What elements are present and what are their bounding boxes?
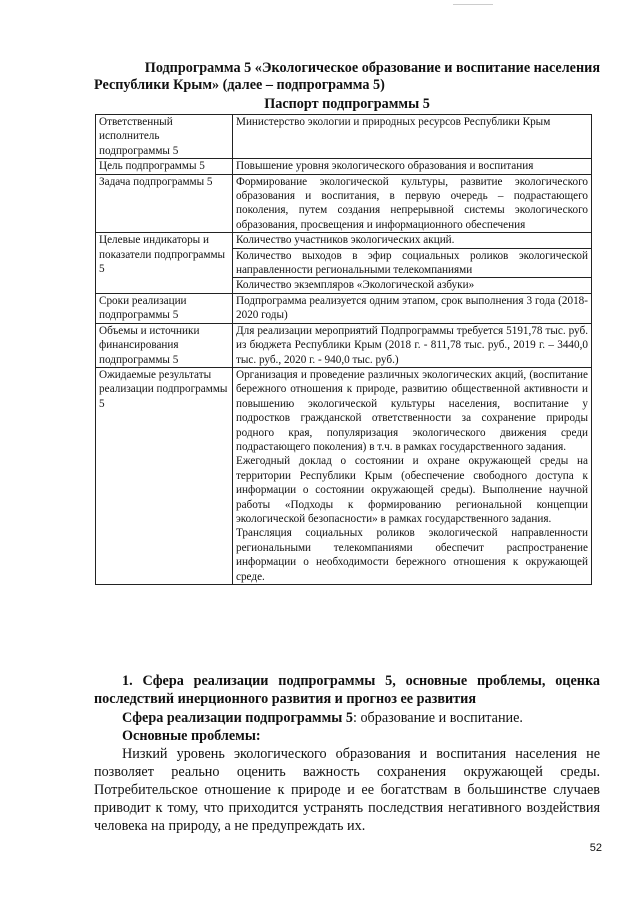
row-value-paragraph: Ежегодный доклад о состоянии и охране окружающей среды на территории Республики Крым (обеспечение свободного доступа к информации о состоянии окружающей среды). Выполнение научной работы «Подходы к формированию региональной концепции экологической безопасности» в рамках государственного задания.: [236, 455, 588, 525]
heading-line-2: Республики Крым» (далее – подпрограмма 5): [94, 77, 385, 93]
row-value-paragraph: Организация и проведение различных экологических акций, (воспитание бережного отношения к природе, развитию общественной активности и повышению экологической культуры населения, воспитание у подростков гражданской ответственности за сохранение природы родного края, популяризация экологического движения среди подрастающего поколения) в т.ч. в рамках государственного задания.: [236, 368, 588, 453]
table-row: [96, 233, 592, 294]
row-label: Цель подпрограммы 5: [96, 159, 233, 174]
row-value: [233, 293, 592, 323]
row-label: Объемы и источники финансирования подпрограммы 5: [96, 323, 233, 367]
row-value-paragraph: Количество выходов в эфир социальных роликов экологической направленности региональными телекомпаниями: [233, 248, 591, 278]
row-value-paragraph: Министерство экологии и природных ресурсов Республики Крым: [236, 116, 551, 128]
row-value-paragraph: Подпрограмма реализуется одним этапом, срок выполнения 3 года (2018-2020 годы): [236, 294, 588, 322]
problems-label: Основные проблемы:: [122, 728, 261, 744]
row-value-paragraph: Повышение уровня экологического образования и воспитания: [236, 160, 534, 173]
row-value-paragraph: Трансляция социальных роликов экологической направленности региональными телекомпаниями обеспечит распространение информации о необходимости бережного отношения к окружающей среде.: [236, 527, 588, 583]
row-value: [233, 323, 592, 367]
row-label: Ответственный исполнитель подпрограммы 5: [96, 115, 233, 159]
sphere-value: : образование и воспитание.: [352, 710, 523, 726]
passport-title: Паспорт подпрограммы 5: [264, 96, 430, 112]
page-number: 52: [589, 842, 602, 854]
row-value: [233, 233, 592, 294]
subprogram-heading: [94, 60, 600, 94]
passport-table: [95, 114, 592, 585]
table-row: [96, 115, 592, 159]
problems-text: Низкий уровень экологического образования и воспитания населения не позволяет реально оценить важность сохранения окружающей среды. Потребительское отношение к природе и ее богатствам в большинстве случаев приводит к тому, что приходится устранять последствия негативного воздействия человека на природу, а не предупреждать их.: [94, 746, 600, 834]
section-1-title: 1. Сфера реализации подпрограммы 5, основные проблемы, оценка последствий инерционного развития и прогноз ее развития: [94, 673, 600, 707]
row-label: Задача подпрограммы 5: [96, 174, 233, 233]
row-value: [233, 115, 592, 159]
table-row: [96, 323, 592, 367]
row-value: [233, 174, 592, 233]
heading-line-1: Подпрограмма 5 «Экологическое образование и воспитание населения: [144, 60, 600, 76]
row-value: [233, 159, 592, 174]
row-value-paragraph: Для реализации мероприятий Подпрограммы требуется 5191,78 тыс. руб. из бюджета Республики Крым (2018 г. - 811,78 тыс. руб., 2019 г. – 3440,0 тыс. руб., 2020 г. - 940,0 тыс. руб.): [236, 324, 588, 366]
row-label: Сроки реализации подпрограммы 5: [96, 293, 233, 323]
row-label: Ожидаемые результаты реализации подпрограммы 5: [96, 367, 233, 584]
row-value-paragraph: Количество экземпляров «Экологической азбуки»: [233, 277, 591, 292]
row-value-paragraph: Формирование экологической культуры, развитие экологического образования и воспитания, в первую очередь – подрастающего поколения, путем создания непрерывной системы экологического образования, просвещения и информационного обеспечения: [236, 175, 588, 231]
row-value-paragraph: Количество участников экологических акций.: [236, 234, 455, 247]
table-row: [96, 159, 592, 174]
table-row: [96, 293, 592, 323]
sphere-label: Сфера реализации подпрограммы 5: [122, 710, 353, 726]
table-row: [96, 367, 592, 584]
row-label: Целевые индикаторы и показатели подпрограммы 5: [96, 233, 233, 294]
scan-mark: [453, 4, 493, 5]
table-row: [96, 174, 592, 233]
sphere-line: [94, 709, 600, 727]
row-value: [233, 367, 592, 584]
